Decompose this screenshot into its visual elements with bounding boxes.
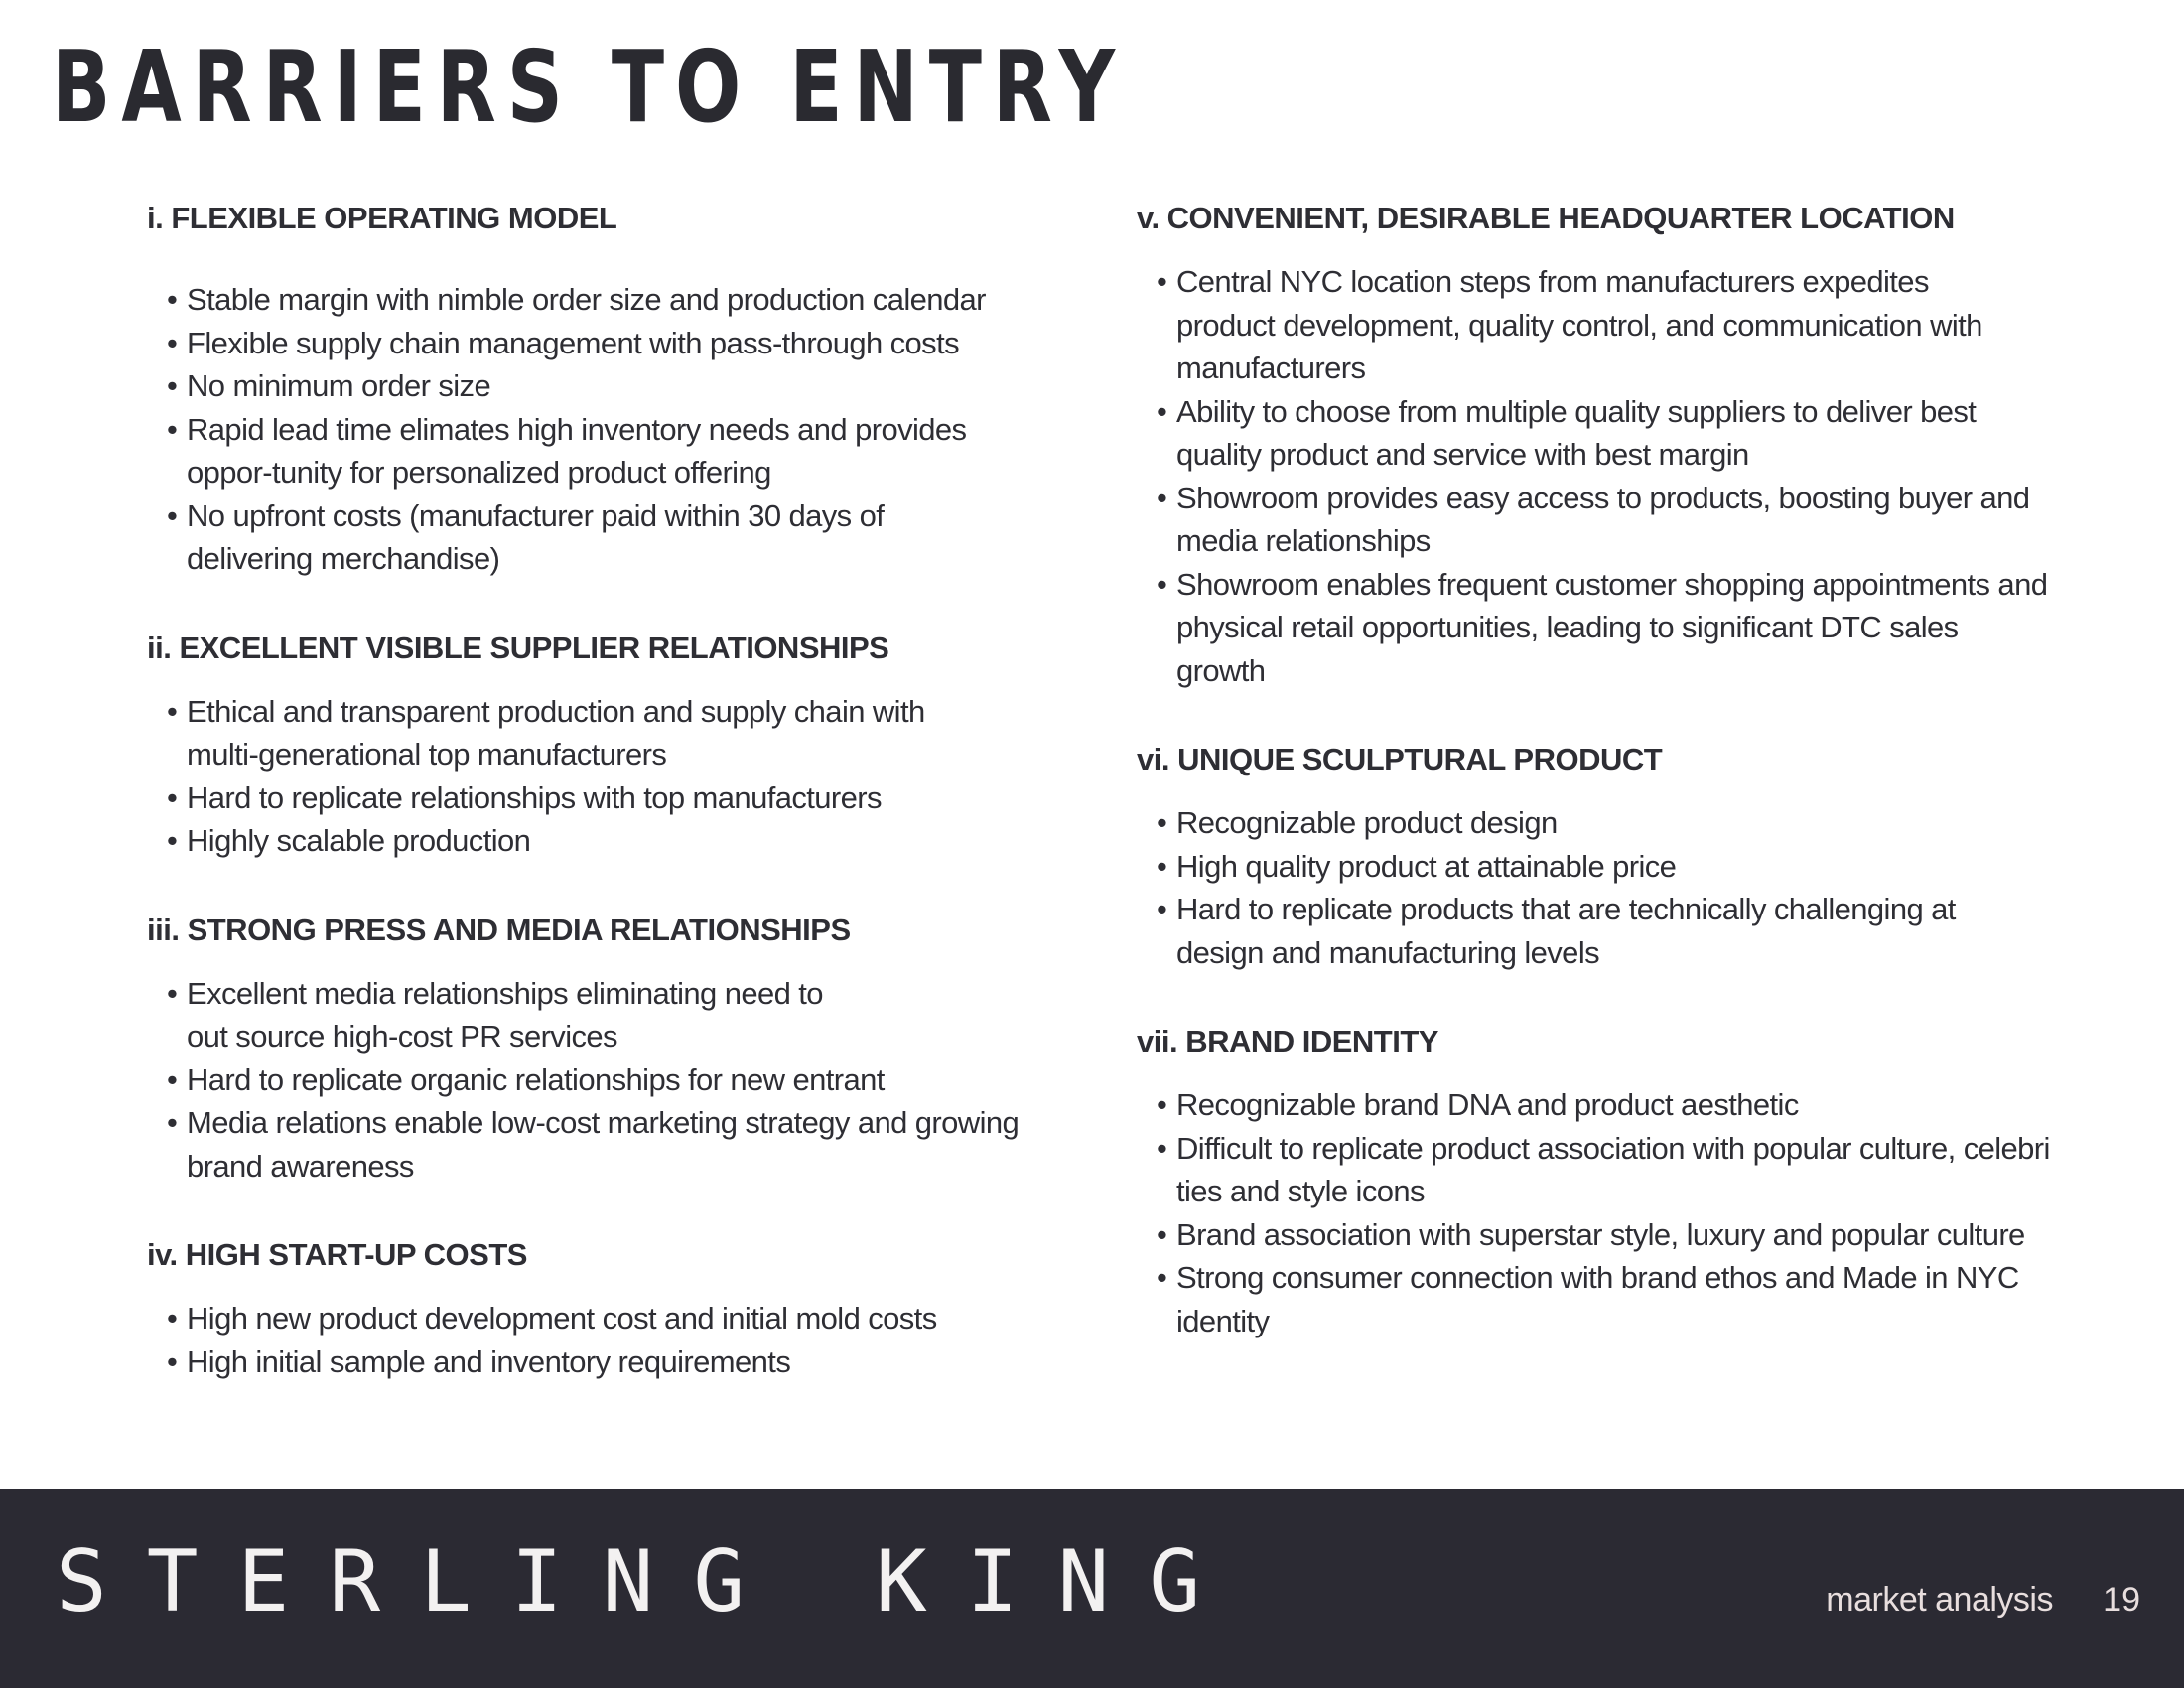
bullet-icon: •: [1157, 566, 1167, 602]
list-item: [1157, 801, 2030, 845]
list-item-text: Rapid lead time elimates high inventory needs and provides oppor-tunity for personalized product offering: [187, 411, 967, 490]
list-item: [1157, 845, 2030, 889]
list-item-text: Recognizable brand DNA and product aesthetic: [1176, 1087, 1799, 1122]
bullet-list: [147, 1297, 1040, 1383]
right-column: [1137, 197, 2050, 1342]
bullet-icon: •: [167, 1343, 178, 1379]
bullet-list: [147, 690, 1040, 863]
list-item: [167, 1058, 1040, 1102]
list-item: [1157, 1213, 2050, 1257]
section-heading: vi. UNIQUE SCULPTURAL PRODUCT: [1137, 742, 1663, 776]
list-item-text: Flexible supply chain management with pass-through costs: [187, 325, 959, 360]
bullet-icon: •: [167, 1105, 178, 1140]
section-label: market analysis: [1826, 1581, 2053, 1618]
list-item: [167, 690, 941, 776]
section-heading: vii. BRAND IDENTITY: [1137, 1024, 1438, 1058]
bullet-icon: •: [167, 1061, 178, 1097]
list-item-text: Highly scalable production: [187, 823, 531, 858]
bullet-icon: •: [167, 975, 178, 1011]
list-item-text: Central NYC location steps from manufacturers expedites product development, quality control, and communication with manufacturers: [1176, 264, 1982, 385]
bullet-icon: •: [1157, 1087, 1167, 1122]
left-column: [147, 197, 1040, 1383]
list-item: [167, 1297, 1040, 1340]
list-item-text: Strong consumer connection with brand ethos and Made in NYC identity: [1176, 1260, 2019, 1338]
bullet-icon: •: [1157, 480, 1167, 515]
list-item-text: Ability to choose from multiple quality suppliers to deliver best quality product and service with best margin: [1176, 393, 1977, 472]
page-title: BARRIERS TO ENTRY: [52, 29, 1126, 145]
list-item-text: High quality product at attainable price: [1176, 848, 1677, 884]
bullet-icon: •: [167, 411, 178, 447]
section-headquarter-location: [1137, 197, 2048, 692]
section-supplier-relationships: [147, 627, 1040, 863]
section-heading: v. CONVENIENT, DESIRABLE HEADQUARTER LOCATION: [1137, 201, 1955, 235]
list-item-text: Hard to replicate products that are technically challenging at design and manufacturing levels: [1176, 892, 1956, 970]
list-item: [167, 494, 921, 581]
list-item: [167, 408, 1021, 494]
list-item: [167, 364, 1040, 408]
page-number: 19: [2103, 1581, 2140, 1618]
bullet-icon: •: [1157, 1130, 1167, 1166]
list-item-text: Difficult to replicate product association with popular culture, celebri ties and style icons: [1176, 1130, 2050, 1208]
list-item: [1157, 390, 2030, 477]
list-item: [167, 972, 862, 1058]
list-item-text: Recognizable product design: [1176, 805, 1558, 840]
list-item-text: Hard to replicate relationships with top manufacturers: [187, 779, 882, 815]
section-high-startup-costs: [147, 1233, 1040, 1383]
bullet-icon: •: [1157, 848, 1167, 884]
bullet-list: [1137, 260, 2048, 692]
section-heading: iii. STRONG PRESS AND MEDIA RELATIONSHIPS: [147, 912, 851, 947]
list-item: [1157, 477, 2030, 563]
list-item: [167, 322, 1040, 365]
list-item: [167, 278, 1040, 322]
bullet-icon: •: [1157, 805, 1167, 840]
section-flexible-operating-model: [147, 197, 1040, 581]
list-item-text: No upfront costs (manufacturer paid within 30 days of delivering merchandise): [187, 497, 885, 576]
bullet-icon: •: [1157, 892, 1167, 926]
list-item: [167, 776, 1040, 820]
bullet-list: [1137, 801, 2030, 974]
section-heading: i. FLEXIBLE OPERATING MODEL: [147, 201, 617, 235]
list-item: [1157, 1083, 2030, 1127]
bullet-icon: •: [167, 779, 178, 815]
bullet-list: [1137, 1083, 2050, 1342]
bullet-list: [147, 972, 1040, 1189]
bullet-icon: •: [1157, 393, 1167, 429]
list-item-text: Brand association with superstar style, luxury and popular culture: [1176, 1216, 2025, 1252]
bullet-icon: •: [167, 693, 178, 729]
list-item-text: No minimum order size: [187, 368, 491, 403]
list-item: [1157, 260, 2030, 390]
list-item-text: High initial sample and inventory requirements: [187, 1343, 791, 1379]
list-item-text: Showroom enables frequent customer shopping appointments and physical retail opportunities, leading to significant DTC sales growth: [1176, 566, 2048, 688]
list-item: [167, 1101, 1021, 1188]
list-item-text: Ethical and transparent production and supply chain with multi-generational top manufacturers: [187, 693, 925, 772]
list-item-text: Hard to replicate organic relationships for new entrant: [187, 1061, 885, 1097]
list-item-text: Media relations enable low-cost marketing strategy and growing brand awareness: [187, 1105, 1020, 1184]
bullet-list: [147, 278, 1040, 581]
bullet-icon: •: [167, 823, 178, 858]
list-item: [1157, 888, 2050, 974]
bullet-icon: •: [167, 325, 178, 360]
list-item-text: Stable margin with nimble order size and production calendar: [187, 282, 986, 317]
section-heading: ii. EXCELLENT VISIBLE SUPPLIER RELATIONSHIPS: [147, 630, 889, 665]
list-item-text: High new product development cost and initial mold costs: [187, 1301, 937, 1336]
list-item: [1157, 563, 2050, 693]
list-item-text: Excellent media relationships eliminating need to out source high-cost PR services: [187, 975, 823, 1054]
list-item: [167, 1340, 1040, 1384]
section-heading: iv. HIGH START-UP COSTS: [147, 1237, 527, 1272]
list-item: [1157, 1256, 2030, 1342]
list-item: [167, 819, 1040, 863]
bullet-icon: •: [167, 282, 178, 317]
bullet-icon: •: [167, 497, 178, 533]
list-item: [1157, 1127, 2050, 1213]
bullet-icon: •: [167, 1301, 178, 1336]
bullet-icon: •: [167, 368, 178, 403]
section-sculptural-product: [1137, 738, 2030, 974]
bullet-icon: •: [1157, 1260, 1167, 1295]
bullet-icon: •: [1157, 264, 1167, 299]
section-brand-identity: [1137, 1020, 2050, 1342]
list-item-text: Showroom provides easy access to products, boosting buyer and media relationships: [1176, 480, 2030, 558]
brand-logo-text: STERLING KING: [56, 1532, 1241, 1631]
section-press-media-relationships: [147, 909, 1040, 1189]
bullet-icon: •: [1157, 1216, 1167, 1252]
footer-bar: [0, 1489, 2184, 1688]
